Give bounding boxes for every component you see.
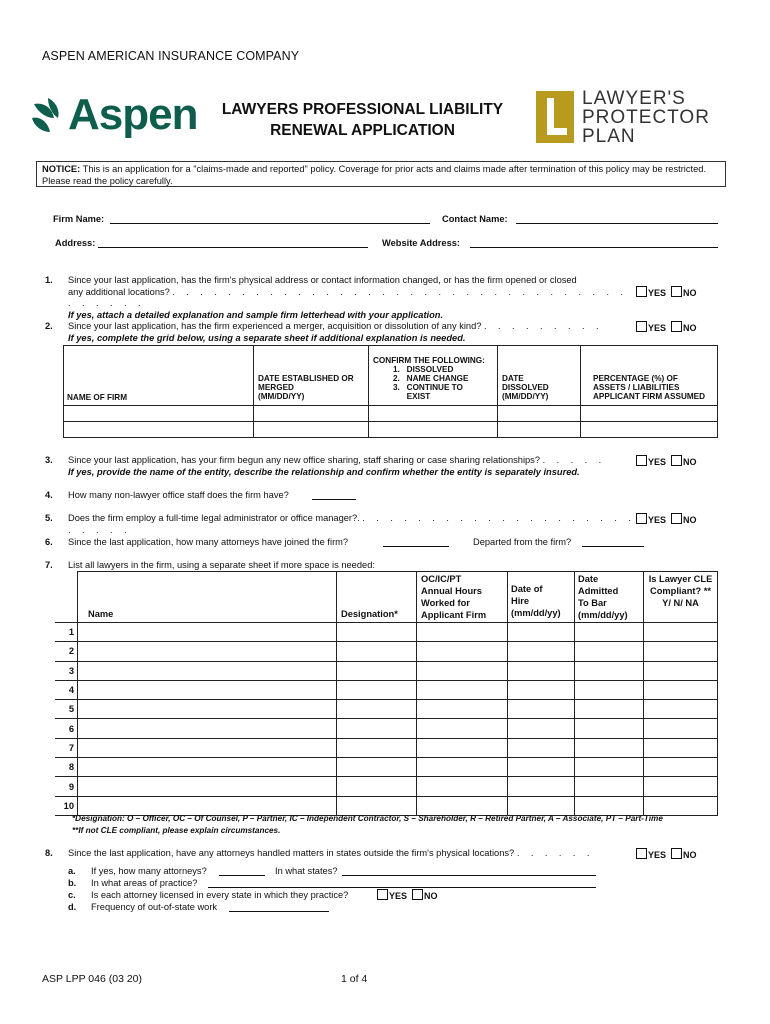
q2-col-date-dissolved-line-3: (MM/DD/YY) [502,392,549,401]
q8d-text: Frequency of out-of-state work [91,902,218,912]
q4-text: How many non-lawyer office staff does the firm have? [68,490,289,500]
table-cell[interactable] [78,623,337,642]
q2-confirm-item-3: 3. CONTINUE TO [393,383,463,392]
table-cell[interactable] [337,623,417,642]
row-number: 1 [55,623,78,642]
table-cell[interactable] [78,777,337,796]
q2-cell[interactable] [369,406,498,422]
q2-number: 2. [45,321,53,331]
q1-no-label: NO [683,288,697,298]
table-cell[interactable] [337,700,417,719]
document-title [190,99,535,141]
q5-yes-no [636,513,697,525]
q8d-frequency-field[interactable] [229,902,329,912]
q2-col-percentage-line-2: ASSETS / LIABILITIES [593,383,680,392]
table-cell[interactable] [417,642,508,661]
q8-yes-label: YES [648,850,667,860]
q8c-yes-label: YES [389,891,408,901]
row-number: 9 [55,777,78,796]
table-cell[interactable] [417,680,508,699]
q2-grid-row [64,422,718,438]
q7-col-hours-line-1: OC/IC/PT [421,574,462,584]
table-cell[interactable] [417,661,508,680]
title-line-1: LAWYERS PROFESSIONAL LIABILITY [221,101,504,118]
table-cell[interactable] [417,796,508,815]
q6-joined-field[interactable] [383,537,449,547]
website-address-label: Website Address: [382,238,461,248]
q2-cell[interactable] [64,422,254,438]
table-row [55,700,718,719]
address-label: Address: [55,238,96,248]
table-cell[interactable] [575,738,644,757]
q3-no-label: NO [683,457,697,467]
table-cell[interactable] [575,661,644,680]
table-cell[interactable] [337,661,417,680]
table-row [55,738,718,757]
table-cell[interactable] [508,661,575,680]
q7-lawyers-table [55,571,718,816]
table-cell[interactable] [508,738,575,757]
table-cell[interactable] [417,738,508,757]
q8b-practice-field[interactable] [208,878,596,888]
table-cell[interactable] [508,777,575,796]
table-row [55,680,718,699]
form-number: ASP LPP 046 (03 20) [42,973,143,985]
q2-cell[interactable] [498,406,581,422]
q2-note: If yes, complete the grid below, using a separate sheet if additional explanation is needed. [68,332,466,343]
q2-col-percentage-line-1: PERCENTAGE (%) OF [593,374,678,383]
table-row [55,719,718,738]
q5-no-label: NO [683,515,697,525]
q1-yes-checkbox[interactable] [636,286,647,297]
table-cell[interactable] [575,796,644,815]
table-cell[interactable] [337,796,417,815]
table-cell[interactable] [644,623,718,642]
q7-col-cle-line-3: Y/ N/ NA [662,598,699,608]
table-cell[interactable] [337,758,417,777]
table-cell[interactable] [337,642,417,661]
table-cell[interactable] [78,661,337,680]
q7-col-hire-line-1: Date of [511,584,543,594]
q1-text: Since your last application, has the firm's physical address or contact information changed, or has the firm opened or closed any additional locations? . . . . . . . . . . . . . . . . . . . . . . . . . . . . . . . . . . . . . . . If yes, attach a detailed explanation and sample firm letterhead with your application. [68,275,638,321]
table-cell[interactable] [78,642,337,661]
q2-cell[interactable] [581,422,718,438]
q7-col-name: Name [78,572,337,623]
q8-text: Since the last application, have any attorneys handled matters in states outside the firm's physical locations? [68,848,515,858]
q2-col-date-established-line-3: (MM/DD/YY) [258,392,305,401]
q7-col-cle [644,572,718,623]
q3-note: If yes, provide the name of the entity, describe the relationship and confirm whether the entity is separately insured. [68,466,580,477]
firm-name-label: Firm Name: [53,214,105,224]
aspen-logo-text: Aspen [68,90,198,139]
row-number: 2 [55,642,78,661]
q3-text: Since your last application, has your firm begun any new office sharing, staff sharing or case sharing relationships? [68,455,540,465]
q8-text-block: Since the last application, have any attorneys handled matters in states outside the firm's physical locations? . . . . . . [68,848,594,858]
q1-text-line-2: any additional locations? [68,286,170,297]
q2-cell[interactable] [254,422,369,438]
table-cell[interactable] [508,796,575,815]
q7-number: 7. [45,560,53,570]
table-cell[interactable] [508,680,575,699]
table-cell[interactable] [417,623,508,642]
q2-yes-label: YES [648,323,667,333]
table-cell[interactable] [644,796,718,815]
lpp-logo-mark [536,91,574,143]
q8b-text: In what areas of practice? [91,878,198,888]
row-number: 8 [55,758,78,777]
aspen-logo [30,90,198,144]
lawyers-protector-plan-logo [536,88,736,153]
q2-no-label: NO [683,323,697,333]
contact-name-field[interactable] [516,214,718,224]
table-cell[interactable] [417,777,508,796]
table-cell[interactable] [644,719,718,738]
table-row [55,623,718,642]
q2-confirm-item-1: 1. DISSOLVED [393,365,454,374]
q7-col-cle-line-1: Is Lawyer CLE [648,574,713,584]
aspen-leaf-icon [30,96,66,136]
q7-col-cle-line-2: Compliant? ** [650,586,711,596]
q2-no-checkbox[interactable] [671,321,682,332]
q7-header-row [55,572,718,623]
q2-cell[interactable] [369,422,498,438]
q6-departed-field[interactable] [582,537,644,547]
row-number: 4 [55,680,78,699]
notice-text: This is an application for a "claims-made and reported" policy. Coverage for prior acts and claims made after termination of this policy may be restricted. Please read the policy carefully. [42,164,707,186]
table-cell[interactable] [644,777,718,796]
table-cell[interactable] [508,700,575,719]
q2-col-date-dissolved-line-1: DATE [502,374,524,383]
q2-yes-checkbox[interactable] [636,321,647,332]
table-cell[interactable] [508,642,575,661]
q2-text-block: Since your last application, has the firm experienced a merger, acquisition or dissolution of any kind? . . . . . . . . . If yes, complete the grid below, using a separate sheet if additional explanation is needed. [68,321,638,344]
table-cell[interactable] [644,661,718,680]
table-cell[interactable] [508,719,575,738]
q2-col-percentage-line-3: APPLICANT FIRM ASSUMED [593,392,706,401]
q2-col-date-dissolved [498,346,581,406]
table-cell[interactable] [575,777,644,796]
q2-cell[interactable] [64,406,254,422]
lpp-logo-line-1: LAWYER'S [582,88,686,109]
row-number: 5 [55,700,78,719]
q2-grid [63,345,718,438]
q7-col-hours-line-4: Applicant Firm [421,610,487,620]
q7-col-hire-line-2: Hire [511,596,530,606]
q5-text-block: Does the firm employ a full-time legal administrator or office manager?. . . . . . . . . . . . . . . . . . . . . . . . . . [68,513,636,535]
table-cell[interactable] [575,758,644,777]
q7-col-admitted-line-1: Date [578,574,599,584]
q3-yes-label: YES [648,457,667,467]
table-cell[interactable] [575,700,644,719]
table-cell[interactable] [508,758,575,777]
table-row [55,661,718,680]
q4-staff-count-field[interactable] [312,490,356,500]
table-cell[interactable] [337,738,417,757]
table-cell[interactable] [644,680,718,699]
q2-cell[interactable] [254,406,369,422]
q7-col-hours-line-2: Annual Hours [421,586,482,596]
table-cell[interactable] [417,700,508,719]
q2-col-confirm-title: CONFIRM THE FOLLOWING: [373,356,485,365]
q8a-label: a. [68,866,76,876]
q7-col-hours-line-3: Worked for [421,598,470,608]
q8-no-checkbox[interactable] [671,848,682,859]
q6-number: 6. [45,537,53,547]
q3-yes-checkbox[interactable] [636,455,647,466]
q8c-yes-no [377,889,438,901]
q2-confirm-item-3b: EXIST [393,392,431,401]
q1-yes-no [636,286,697,298]
notice-box [36,161,726,187]
q7-footnote-designation: *Designation: O – Officer, OC – Of Counsel, P – Partner, IC – Independent Contractor, S – Shareholder, R – Retired Partner, A – Associate, PT – Part-Time [72,814,663,823]
q7-col-admitted-line-4: (mm/dd/yy) [578,610,628,620]
q8c-text: Is each attorney licensed in every state in which they practice? [91,890,349,900]
q3-yes-no [636,455,697,467]
lpp-logo-line-3: PLAN [582,126,636,147]
q8a-attorneys-field[interactable] [219,866,265,876]
q2-grid-row [64,406,718,422]
q8c-no-label: NO [424,891,438,901]
q1-text-line-1: Since your last application, has the firm's physical address or contact information changed, or has the firm opened or closed [68,275,577,285]
q5-number: 5. [45,513,53,523]
table-row [55,758,718,777]
table-cell[interactable] [508,623,575,642]
table-cell[interactable] [575,623,644,642]
q2-col-confirm [369,346,498,406]
q5-text: Does the firm employ a full-time legal administrator or office manager?. [68,513,360,523]
q8-number: 8. [45,848,53,858]
table-cell[interactable] [644,758,718,777]
q8-no-label: NO [683,850,697,860]
row-number: 7 [55,738,78,757]
table-cell[interactable] [417,719,508,738]
q8c-label: c. [68,890,76,900]
q1-no-checkbox[interactable] [671,286,682,297]
q2-yes-no [636,321,697,333]
contact-name-label: Contact Name: [442,214,508,224]
table-row [55,796,718,815]
table-cell[interactable] [644,700,718,719]
notice-label: NOTICE: [42,164,81,174]
table-row [55,777,718,796]
q1-yes-label: YES [648,288,667,298]
q3-no-checkbox[interactable] [671,455,682,466]
q2-col-percentage [581,346,718,406]
q2-text: Since your last application, has the firm experienced a merger, acquisition or dissolution of any kind? [68,321,482,331]
table-cell[interactable] [337,719,417,738]
q3-number: 3. [45,455,53,465]
table-cell[interactable] [78,719,337,738]
q7-col-designation: Designation* [337,572,417,623]
table-cell[interactable] [337,777,417,796]
q2-cell[interactable] [581,406,718,422]
q8a-text: If yes, how many attorneys? [91,866,207,876]
q7-col-admitted [575,572,644,623]
q6-departed-label: Departed from the firm? [473,537,572,547]
q3-text-block: Since your last application, has your firm begun any new office sharing, staff sharing or case sharing relationships? . . . . . If yes, provide the name of the entity, describe the relationship and confirm whether the entity is separately insured. [68,455,638,478]
q8c-yes-checkbox[interactable] [377,889,388,900]
q4-number: 4. [45,490,53,500]
page-number: 1 of 4 [341,973,368,985]
table-row [55,642,718,661]
lpp-logo-line-2: PROTECTOR [582,107,710,128]
q5-no-checkbox[interactable] [671,513,682,524]
q8-yes-no [636,848,697,860]
q2-col-date-dissolved-line-2: DISSOLVED [502,383,549,392]
row-number: 6 [55,719,78,738]
q2-col-date-established-line-2: MERGED [258,383,294,392]
q7-col-admitted-line-3: To Bar [578,598,607,608]
address-field[interactable] [98,238,368,248]
table-cell[interactable] [575,680,644,699]
table-cell[interactable] [78,738,337,757]
table-cell[interactable] [644,738,718,757]
table-cell[interactable] [644,642,718,661]
table-cell[interactable] [78,758,337,777]
q1-note: If yes, attach a detailed explanation and sample firm letterhead with your application. [68,309,444,320]
table-cell[interactable] [78,680,337,699]
row-number: 3 [55,661,78,680]
q6-text: Since the last application, how many attorneys have joined the firm? [68,537,349,547]
firm-name-field[interactable] [110,214,430,224]
q2-col-date-established [254,346,369,406]
q2-confirm-item-2: 2. NAME CHANGE [393,374,469,383]
q7-footnote-cle: **If not CLE compliant, please explain circumstances. [72,826,281,835]
table-cell[interactable] [337,680,417,699]
q8c-no-checkbox[interactable] [412,889,423,900]
website-address-field[interactable] [470,238,718,248]
q8a-states-field[interactable] [342,866,596,876]
table-cell[interactable] [78,700,337,719]
q7-col-hire-line-3: (mm/dd/yy) [511,608,561,618]
q7-col-hours [417,572,508,623]
q7-col-admitted-line-2: Admitted [578,586,619,596]
q7-text: List all lawyers in the firm, using a separate sheet if more space is needed: [68,560,375,570]
table-cell[interactable] [417,758,508,777]
q2-col-name-of-firm: NAME OF FIRM [64,346,254,406]
q8a-states-label: In what states? [275,866,338,876]
q8b-label: b. [68,878,77,888]
q8d-label: d. [68,902,77,912]
table-cell[interactable] [575,642,644,661]
q8-yes-checkbox[interactable] [636,848,647,859]
q5-yes-checkbox[interactable] [636,513,647,524]
q1-number: 1. [45,275,53,285]
title-line-2: RENEWAL APPLICATION [270,122,455,139]
q2-cell[interactable] [498,422,581,438]
table-cell[interactable] [78,796,337,815]
row-number: 10 [55,796,78,815]
company-name: ASPEN AMERICAN INSURANCE COMPANY [42,49,300,63]
q5-yes-label: YES [648,515,667,525]
q7-col-hire [508,572,575,623]
table-cell[interactable] [575,719,644,738]
q2-col-date-established-line-1: DATE ESTABLISHED OR [258,374,354,383]
